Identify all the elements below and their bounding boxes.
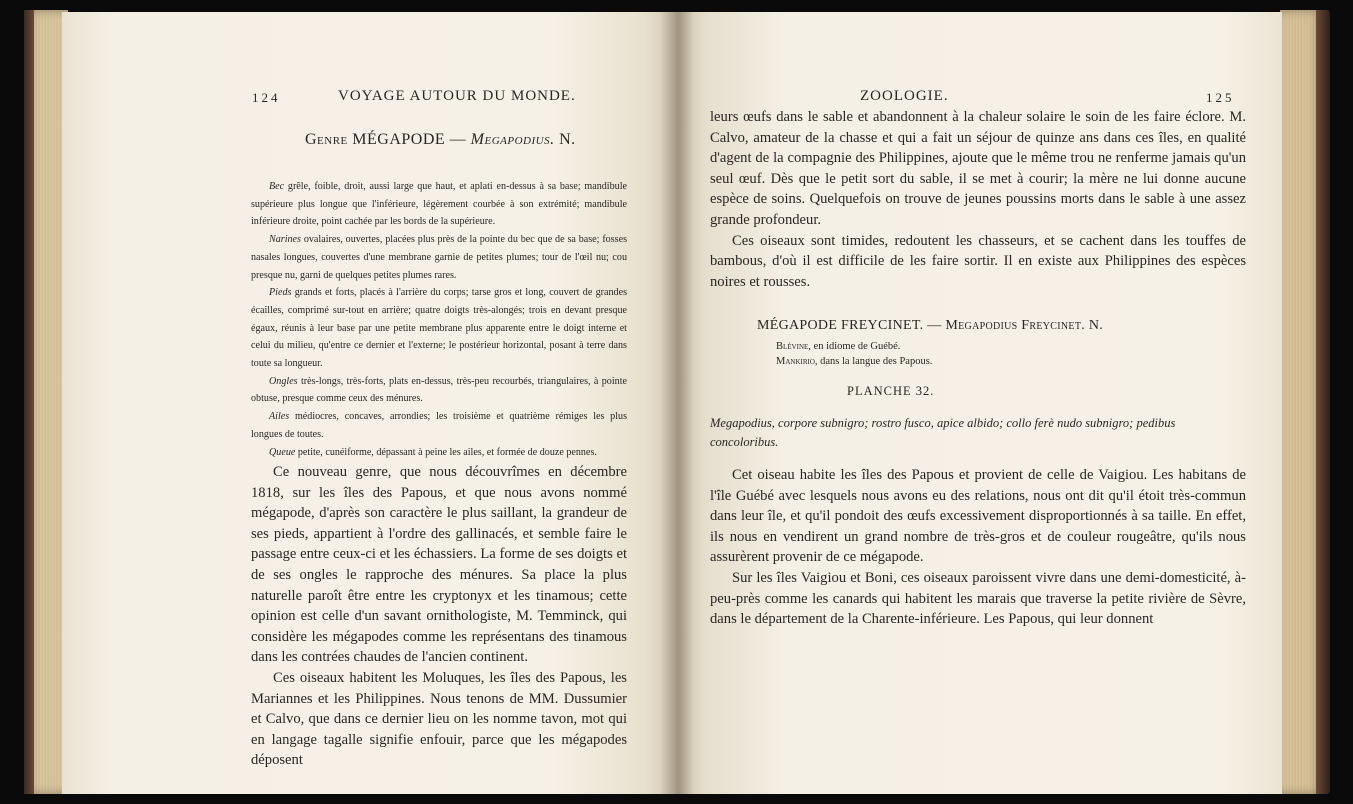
description-paragraph: Ongles très-longs, très-forts, plats en-dessus, très-peu recourbés, triangulaires, à pointe obtuse, presque comme ceux des ménures.: [251, 375, 627, 405]
synonym-term: Mankirio: [776, 356, 815, 367]
plate-label: PLANCHE 32.: [847, 384, 935, 398]
gutter-shadow: [660, 12, 694, 794]
right-body-top: [710, 107, 1246, 292]
description-paragraph: Queue petite, cunéiforme, dépassant à peine les ailes, et formée de douze pennes.: [269, 446, 597, 458]
genus-latin: Megapodius.: [470, 131, 555, 148]
body-paragraph: Cet oiseau habite les îles des Papous et provient de celle de Vaigiou. Les habitans de l'île Guébé avec lesquels nous avons eu des relations, nous ont dit qu'il étoit très-commun dans leur île, et qu'il pondoit des œufs excessivement disproportionnés à sa taille. En effet, ils nous en vendirent un grand nombre de très-gros et de couleur rougeâtre, qu'ils nous assurèrent provenir de ce mégapode.: [710, 467, 1246, 566]
species-name: MÉGAPODE FREYCINET.: [757, 318, 924, 333]
body-paragraph: leurs œufs dans le sable et abandonnent à la chaleur solaire le soin de les faire éclore. M. Calvo, amateur de la chasse et qui a fait un séjour de quinze ans dans ces îles, en qualité d'agent de la compagnie des Philippines, ajoute que le même trou ne renferme jamais qu'un seul œuf. Dès que le petit sort du sable, il se met à courir; la mère ne lui donne aucune espèce de soins. Quelquefois on trouve de jeunes poussins morts dans le sable à une assez grande profondeur.: [710, 109, 1246, 228]
right-page-number: 125: [1206, 90, 1235, 105]
genus-description: [251, 178, 627, 461]
body-paragraph: Ces oiseaux sont timides, redoutent les chasseurs, et se cachent dans les touffes de bambous, d'où il est difficile de les faire sortir. Il en existe aux Philippines des espèces noires et rousses.: [710, 232, 1246, 290]
left-running-header: VOYAGE AUTOUR DU MONDE.: [338, 88, 576, 104]
latin-diagnosis: Megapodius, corpore subnigro; rostro fusco, apice albido; collo ferè nudo subnigro; pedibus concoloribus.: [710, 416, 1176, 449]
species-latin: Megapodius Freycinet.: [945, 318, 1086, 333]
description-paragraph: Narines ovalaires, ouvertes, placées plus près de la pointe du bec que de sa base; fosses nasales longues, couvertes d'une membrane garnie de petites plumes; tour de l'œil nu; cou presque nu, garni de quelques petites plumes rares.: [251, 234, 627, 281]
right-body-text: [710, 465, 1246, 630]
species-author: N.: [1088, 318, 1104, 333]
genus-dash: —: [449, 131, 467, 148]
genus-prefix: Genre: [305, 131, 348, 148]
description-paragraph: Ailes médiocres, concaves, arrondies; les troisième et quatrième rémiges les plus longues de toutes.: [251, 411, 627, 440]
left-cover: [24, 10, 34, 794]
synonym-term: Blévine: [776, 341, 809, 352]
body-paragraph: Ce nouveau genre, que nous découvrîmes en décembre 1818, sur les îles des Papous, et que nous avons nommé mégapode, d'après son caractère le plus saillant, la grandeur de ses pieds, appartient à l'ordre des gallinacés, et semble faire le passage entre ceux-ci et les échassiers. La forme de ses doigts et de ses ongles le rapproche des ménures. Sa place la plus naturelle paroît être entre les cryptonyx et les tinamous; cette opinion est celle d'un savant ornithologiste, M. Temminck, qui considère les mégapodes comme les représentans des tinamous dans les contrées chaudes de l'ancien continent.: [251, 464, 627, 666]
body-paragraph: Sur les îles Vaigiou et Boni, ces oiseaux paroissent vivre dans une demi-domesticité, à-peu-près comme les canards qui habitent les marais que traverse la petite rivière de Sèvre, dans le département de la Charente-inférieure. Les Papous, qui leur donnent: [710, 569, 1246, 628]
synonym-text: , en idiome de Guébé.: [808, 341, 901, 352]
description-paragraph: Pieds grands et forts, placés à l'arrière du corps; tarse gros et long, couvert de grandes écailles, comprimé sur-tout en arrière; quatre doigts très-alongés; trois en devant presque égaux, réunis à leur base par une petite membrane plus apparente entre le doigt interne et celui du milieu, qu'entre ce dernier et l'externe; le postérieur horizontal, posant à terre dans toute sa longueur.: [251, 287, 627, 370]
left-body-text: [251, 462, 627, 771]
synonym-line: [776, 356, 932, 367]
synonym-line: [776, 341, 900, 352]
description-paragraph: Bec grêle, foible, droit, aussi large que haut, et aplati en-dessus à sa base; mandibule supérieure plus longue que l'inférieure, légèrement courbée à son extrémité; mandibule inférieure droite, point cachée par les bords de la supérieure.: [251, 181, 627, 228]
species-title: [757, 318, 1103, 334]
genus-author: N.: [559, 131, 576, 148]
species-dash: —: [927, 318, 942, 333]
left-page-number: 124: [252, 90, 281, 105]
body-paragraph: Ces oiseaux habitent les Moluques, les îles des Papous, les Mariannes et les Philippines. Nous tenons de MM. Dussumier et Calvo, que dans ce dernier lieu on les nomme tavon, mot qui en langage tagalle signifie enfouir, parce que les mégapodes déposent: [251, 669, 627, 769]
genus-title: [305, 131, 576, 149]
genus-name: MÉGAPODE: [352, 131, 446, 148]
right-running-header: ZOOLOGIE.: [860, 88, 949, 104]
synonym-text: , dans la langue des Papous.: [814, 356, 933, 367]
right-cover: [1316, 10, 1330, 794]
